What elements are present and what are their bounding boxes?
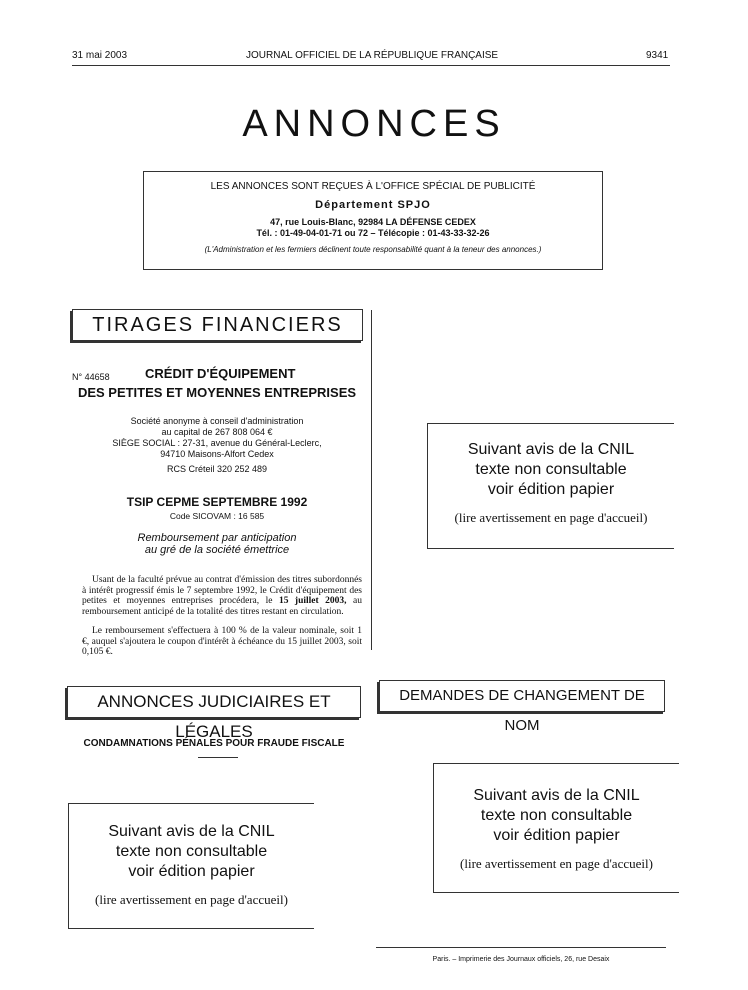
cnil-line-avertissement: (lire avertissement en page d'accueil) [460,856,653,871]
cnil-line-avertissement: (lire avertissement en page d'accueil) [454,510,648,525]
cnil-line-avertissement: (lire avertissement en page d'accueil) [95,892,288,907]
cnil-box-right-bottom [433,763,679,893]
judiciaires-subheading: CONDAMNATIONS PÉNALES POUR FRAUDE FISCALE [83,738,345,749]
cnil-line-avis: Suivant avis de la CNIL [473,787,640,804]
cnil-box-left-bottom [68,803,314,929]
company-rcs: RCS Créteil 320 252 489 [166,464,268,474]
info-line-department: Département SPJO [315,199,431,211]
company-details [72,416,362,475]
info-line-office: LES ANNONCES SONT REÇUES À L'OFFICE SPÉCIAL DE PUBLICITÉ [210,181,536,192]
rembours-line1: Remboursement par anticipation [137,532,297,544]
header-page-number: 9341 [646,50,669,61]
page-title: ANNONCES [242,103,506,145]
info-line-disclaimer: (L'Administration et les fermiers déclinent toute responsabilité quant à la teneur des annonces.) [204,244,542,254]
cnil-box-right-top [427,423,674,549]
company-capital: au capital de 267 808 064 € [161,427,273,437]
rembours-title [72,532,362,556]
cnil-line-non-consultable: texte non consultable [480,807,633,824]
cnil-line-avis: Suivant avis de la CNIL [108,823,275,840]
notice-number: N° 44658 [72,372,110,382]
column-divider [371,310,372,650]
header-date: 31 mai 2003 [72,50,128,61]
info-box [143,171,603,270]
cnil-line-non-consultable: texte non consultable [475,461,627,478]
paragraph-1 [82,575,362,617]
sicovam-code: Code SICOVAM : 16 585 [169,511,265,521]
cnil-line-non-consultable: texte non consultable [115,843,268,860]
section-heading-changement: DEMANDES DE CHANGEMENT DE NOM [379,680,665,712]
company-name-line2: DES PETITES ET MOYENNES ENTREPRISES [77,385,357,400]
paragraph-1-start: Usant de la faculté prévue au contrat d'émission des titres subordonnés à intérêt progressif émis le 7 septembre 1992, le Crédit d'équipement des petites et moyennes entreprises procédera, le [82,575,362,606]
paragraph-2: Le remboursement s'effectuera à 100 % de la valeur nominale, soit 1 €, auquel s'ajoutera le coupon d'intérêt à échéance du 15 juillet 2003, soit 0,105 €. [82,626,362,657]
header-rule [72,65,670,66]
company-name-line1: CRÉDIT D'ÉQUIPEMENT [145,366,296,381]
company-form: Société anonyme à conseil d'administration [130,416,304,426]
info-line-phone: Tél. : 01-49-04-01-71 ou 72 – Télécopie : 01-43-33-32-26 [256,227,490,238]
header-journal-title: JOURNAL OFFICIEL DE LA RÉPUBLIQUE FRANÇAISE [246,50,499,61]
cnil-line-edition: voir édition papier [487,481,615,498]
judiciaires-rule [198,757,238,758]
cnil-line-avis: Suivant avis de la CNIL [467,441,635,458]
footer-rule [376,947,666,948]
section-heading-judiciaires: ANNONCES JUDICIAIRES ET LÉGALES [67,686,361,718]
company-city: 94710 Maisons-Alfort Cedex [160,449,274,459]
section-heading-tirages: TIRAGES FINANCIERS [72,309,363,341]
company-seat: SIÈGE SOCIAL : 27-31, avenue du Général-Leclerc, [112,438,322,448]
tsip-title: TSIP CEPME SEPTEMBRE 1992 [126,495,308,509]
cnil-line-edition: voir édition papier [128,863,255,880]
paragraph-1-end: au remboursement anticipé de la totalité des titres restant en circulation. [82,596,363,617]
info-line-address: 47, rue Louis-Blanc, 92984 LA DÉFENSE CEDEX [270,217,476,228]
rembours-line2: au gré de la société émettrice [144,544,290,556]
footer-imprint: Paris. – Imprimerie des Journaux officiels, 26, rue Desaix [432,956,610,963]
cnil-line-edition: voir édition papier [493,827,620,844]
paragraph-1-date: 15 juillet 2003, [278,596,347,606]
